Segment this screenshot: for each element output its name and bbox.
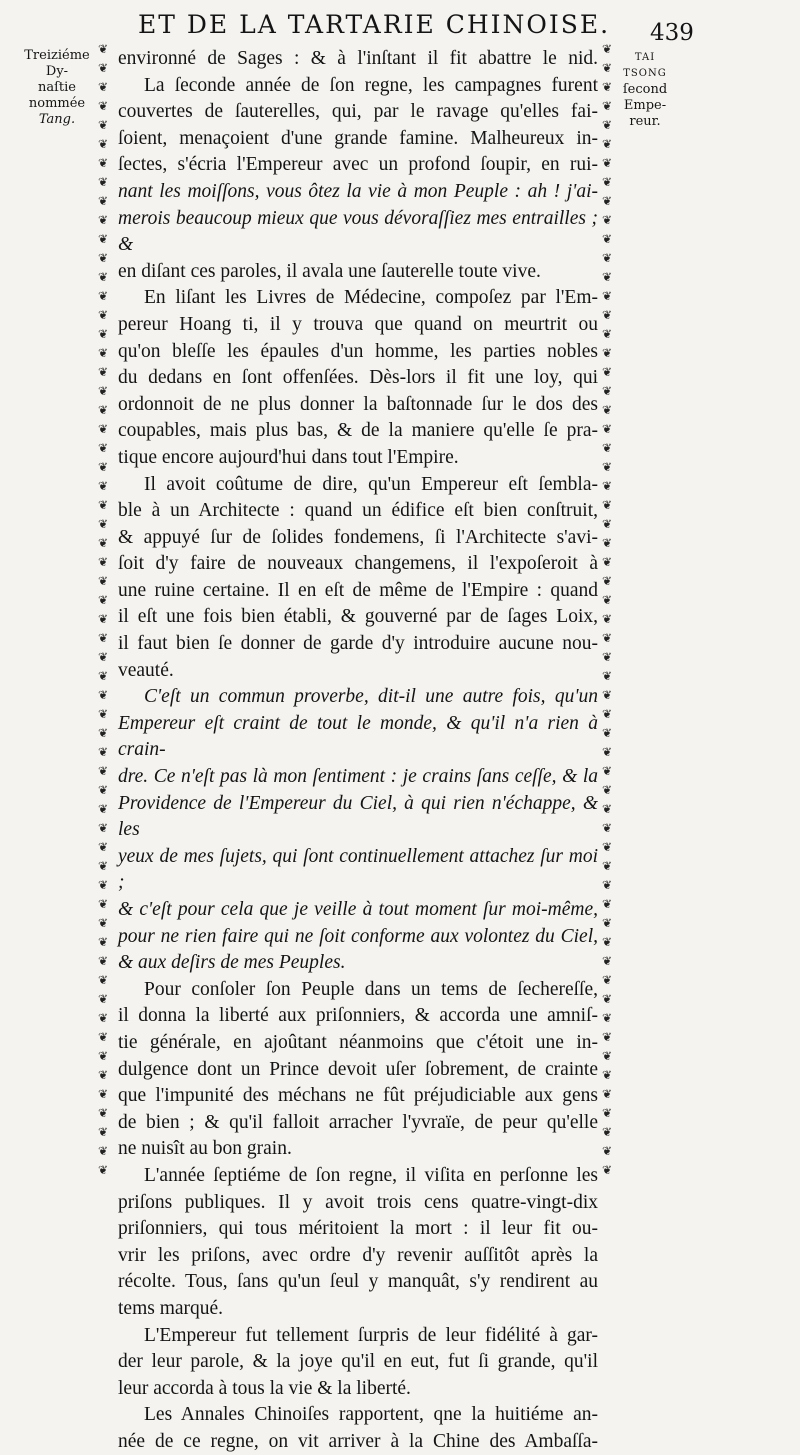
text-line: Les Annales Chinoiſes rapportent, qne la huitiéme an-: [144, 1404, 598, 1426]
text-line: dulgence dont un Prince devoit uſer ſobrement, de crainte: [118, 1058, 598, 1080]
text-line: merois beaucoup mieux que vous dévoraſſiez mes entrailles ; &: [118, 207, 598, 256]
text-line: priſons publiques. Il y avoit trois cens quatre-vingt-dix: [118, 1191, 598, 1213]
margin-note-line: Empe-: [623, 98, 667, 113]
text-line: yeux de mes ſujets, qui ſont continuellement attachez ſur moi ;: [118, 845, 598, 894]
text-line: La ſeconde année de ſon regne, les campagnes furent: [144, 74, 598, 96]
margin-note-line: reur.: [629, 114, 661, 129]
paragraph: [118, 472, 598, 685]
text-line: il donna la liberté aux priſonniers, & accorda une amniſ-: [118, 1005, 598, 1027]
text-line: du dedans en ſont offenſées. Dès-lors il fit une loy, qui: [118, 367, 598, 389]
text-line: née de ce regne, on vit arriver à la Chine des Ambaſſa-: [118, 1430, 598, 1452]
paragraph: [118, 1323, 598, 1403]
text-line: il eſt une fois bien établi, & gouverné par de ſages Loix,: [118, 606, 598, 628]
text-line: récolte. Tous, ſans qu'un ſeul y manquât, s'y rendirent au: [118, 1271, 598, 1293]
margin-note-line: Tang.: [38, 112, 76, 127]
margin-note-line: TAI: [634, 52, 656, 63]
margin-note-line: Treiziéme Dy-: [24, 48, 90, 79]
text-line: de bien ; & qu'il falloit arracher l'yvraïe, de peur qu'elle: [118, 1111, 598, 1133]
text-line: veauté.: [118, 659, 174, 681]
text-line: priſonniers, qui tous méritoient la mort : il leur fit ou-: [118, 1218, 598, 1240]
paragraph: [118, 977, 598, 1163]
text-line: pereur Hoang ti, il y trouva que quand on meurtrit ou: [118, 313, 598, 335]
text-line: qu'on bleſſe les épaules d'un homme, les parties nobles: [118, 340, 598, 362]
text-line: leur accorda à tous la vie & la liberté.: [118, 1377, 411, 1399]
text-line: L'année ſeptiéme de ſon regne, il viſita en perſonne les: [144, 1164, 598, 1186]
text-line: ſoient, menaçoient d'une grande famine. Malheureux in-: [118, 127, 598, 149]
paragraph: [118, 1402, 598, 1455]
text-line: & appuyé ſur de ſolides fondemens, ſi l'Architecte s'avi-: [118, 526, 598, 548]
paragraph: [118, 285, 598, 471]
text-line: der leur parole, & la joye qu'il en eut, fut ſi grande, qu'il: [118, 1351, 598, 1373]
right-margin-note: [613, 50, 677, 130]
text-line: Providence de l'Empereur du Ciel, à qui rien n'échappe, & les: [118, 792, 598, 841]
text-line: En liſant les Livres de Médecine, compoſez par l'Em-: [144, 287, 598, 309]
text-line: il faut bien ſe donner de garde d'y introduire aucune nou-: [118, 633, 598, 655]
text-line: vrir les priſons, avec ordre d'y revenir auſſitôt après la: [118, 1244, 598, 1266]
text-line: environné de Sages : & à l'inſtant il fit abattre le nid.: [118, 48, 598, 69]
text-line: tie générale, en ajoûtant néanmoins que c'étoit une in-: [118, 1031, 598, 1053]
left-margin-note: [20, 48, 94, 128]
text-line: ſoit d'y faire de nouveaux changemens, il l'expoſeroit à: [118, 553, 598, 575]
text-line: C'eſt un commun proverbe, dit-il une autre fois, qu'un: [144, 686, 598, 708]
margin-note-line: naſtie: [37, 80, 76, 95]
text-line: coupables, mais plus bas, & de la maniere qu'elle ſe pra-: [118, 420, 598, 442]
right-ornament-border: ❦ ❦ ❦ ❦ ❦ ❦ ❦ ❦ ❦ ❦ ❦ ❦ ❦ ❦ ❦ ❦ ❦ ❦ ❦ ❦ ❦ ❦ ❦ ❦ ❦ ❦ ❦ ❦ ❦ ❦ ❦ ❦ ❦ ❦ ❦ ❦ ❦ ❦ ❦ ❦ ❦ ❦ ❦ ❦ ❦ ❦ ❦ ❦ ❦ ❦ ❦ ❦ ❦ ❦ ❦ ❦ ❦ ❦ ❦ ❦: [601, 42, 613, 1177]
text-line: couvertes de ſauterelles, qui, par le ravage qu'elles fai-: [118, 101, 598, 123]
text-line: ſectes, s'écria l'Empereur avec un profond ſoupir, en rui-: [118, 154, 598, 176]
text-line: que l'impunité des méchans ne fût préjudiciable aux gens: [118, 1085, 598, 1107]
text-line: tique encore aujourd'hui dans tout l'Empire.: [118, 446, 459, 468]
running-header: ET DE LA TARTARIE CHINOISE.: [138, 10, 611, 39]
margin-note-line: nommée: [28, 96, 86, 111]
text-line: en diſant ces paroles, il avala une ſauterelle toute vive.: [118, 260, 541, 282]
text-line: nant les moiſſons, vous ôtez la vie à mon Peuple : ah ! j'ai-: [118, 180, 598, 202]
text-line: dre. Ce n'eſt pas là mon ſentiment : je crains ſans ceſſe, & la: [118, 766, 598, 788]
text-line: une ruine certaine. Il en eſt de même de l'Empire : quand: [118, 579, 598, 601]
text-line: L'Empereur fut tellement ſurpris de leur fidélité à gar-: [144, 1324, 598, 1346]
margin-note-line: ſecond: [622, 82, 668, 97]
text-line: Empereur eſt craint de tout le monde, & qu'il n'a rien à crain-: [118, 712, 598, 761]
text-line: pour ne rien faire qui ne ſoit conforme aux volontez du Ciel,: [118, 925, 598, 947]
page-number: 439: [650, 20, 694, 46]
text-line: tems marqué.: [118, 1297, 224, 1319]
text-line: & aux deſirs de mes Peuples.: [118, 952, 346, 974]
margin-note-line: TSONG: [623, 68, 667, 79]
main-text-column: [118, 46, 598, 1455]
text-line: Il avoit coûtume de dire, qu'un Empereur eſt ſembla-: [144, 473, 598, 495]
paragraph: [118, 73, 598, 286]
paragraph: [118, 684, 598, 977]
paragraph: [118, 1163, 598, 1323]
left-ornament-border: ❦ ❦ ❦ ❦ ❦ ❦ ❦ ❦ ❦ ❦ ❦ ❦ ❦ ❦ ❦ ❦ ❦ ❦ ❦ ❦ ❦ ❦ ❦ ❦ ❦ ❦ ❦ ❦ ❦ ❦ ❦ ❦ ❦ ❦ ❦ ❦ ❦ ❦ ❦ ❦ ❦ ❦ ❦ ❦ ❦ ❦ ❦ ❦ ❦ ❦ ❦ ❦ ❦ ❦ ❦ ❦ ❦ ❦ ❦ ❦: [97, 42, 109, 1177]
text-line: ble à un Architecte : quand un édifice eſt bien conſtruit,: [118, 500, 598, 522]
text-line: Pour conſoler ſon Peuple dans un tems de ſechereſſe,: [144, 978, 598, 1000]
text-line: & c'eſt pour cela que je veille à tout moment ſur moi-même,: [118, 899, 598, 920]
text-line: ordonnoit de ne plus donner la baſtonnade ſur le dos des: [118, 393, 598, 415]
text-line: ne nuisît au bon grain.: [118, 1138, 292, 1160]
paragraph: [118, 46, 598, 73]
